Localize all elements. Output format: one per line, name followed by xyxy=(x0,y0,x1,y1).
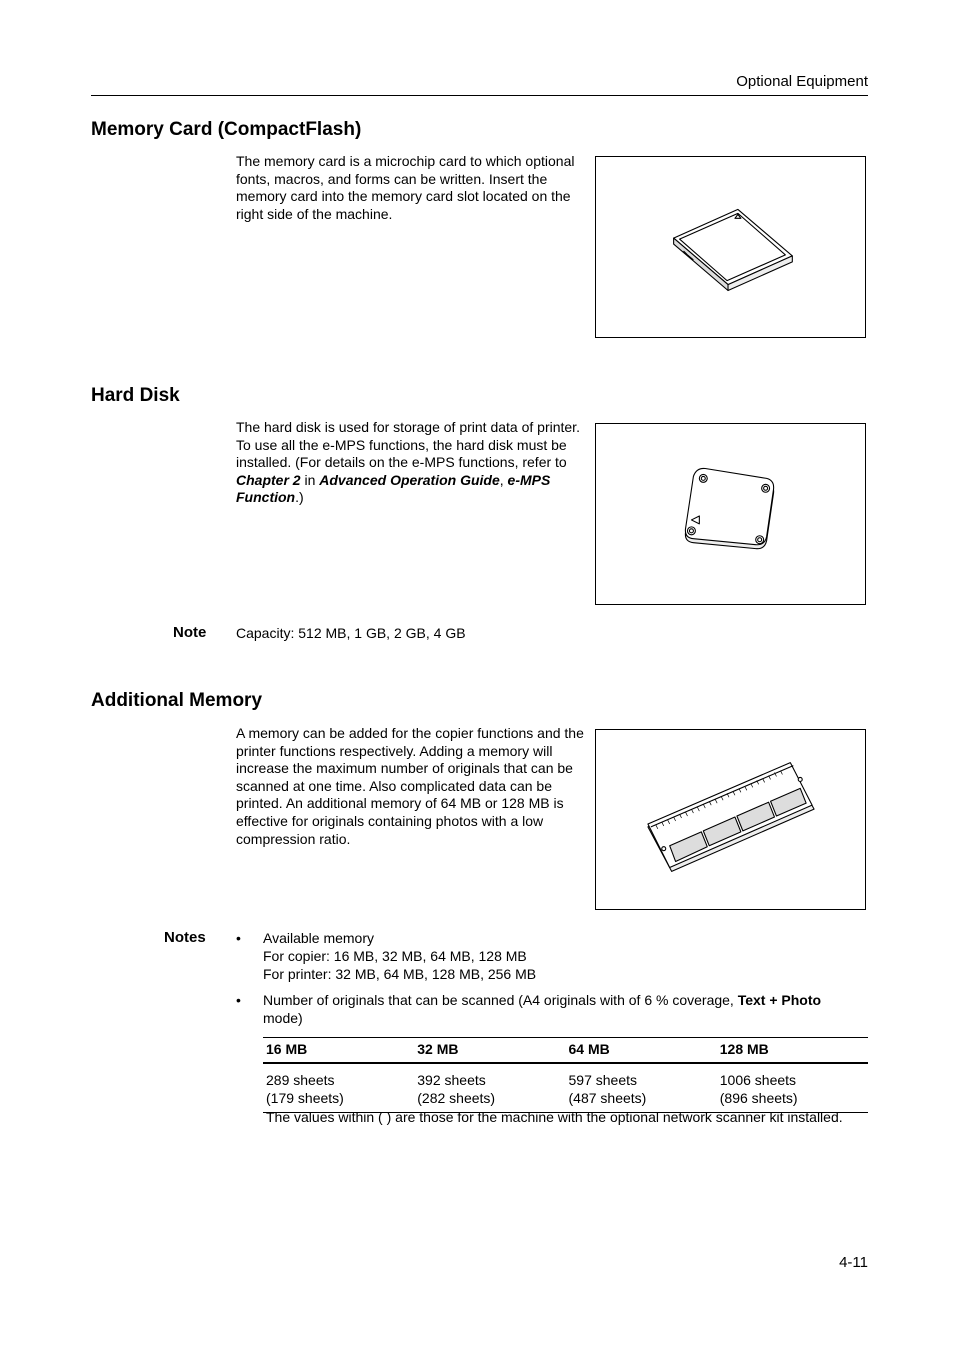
available-memory-note xyxy=(263,929,536,983)
bullet-marker-1: • xyxy=(236,930,241,946)
compactflash-card-drawing xyxy=(596,157,865,337)
hard-disk-drawing xyxy=(596,424,865,604)
hard-disk-text-2: in xyxy=(300,471,320,488)
memory-card-description: The memory card is a microchip card to which optional fonts, macros, and forms can be written. Insert the memory card into the memory card slot located on the right side of the machine. xyxy=(236,153,575,222)
function-reference: e-MPS Function xyxy=(236,471,551,506)
table-header-cell: 64 MB xyxy=(566,1038,717,1064)
hard-disk-capacity-note: Capacity: 512 MB, 1 GB, 2 GB, 4 GB xyxy=(236,625,466,641)
table-cell xyxy=(717,1063,868,1113)
scan-capacity-text-1: Number of originals that can be scanned (A4 originals with of 6 % coverage, xyxy=(263,992,738,1008)
table-header-cell: 32 MB xyxy=(414,1038,565,1064)
bullet-marker-2: • xyxy=(236,992,241,1008)
guide-reference: Advanced Operation Guide xyxy=(319,471,500,488)
sheet-count-with-scanner: (179 sheets) xyxy=(266,1090,344,1106)
hard-disk-illustration xyxy=(595,423,866,605)
sheet-count: 597 sheets xyxy=(568,1072,637,1088)
sheet-count-with-scanner: (896 sheets) xyxy=(719,1090,798,1106)
hard-disk-description xyxy=(236,419,586,507)
section-heading-memory-card: Memory Card (CompactFlash) xyxy=(91,119,362,140)
compactflash-card-illustration xyxy=(595,156,866,338)
note-label: Note xyxy=(173,624,207,641)
sheet-count: 289 sheets xyxy=(266,1072,335,1088)
table-header-row xyxy=(263,1038,868,1064)
table-header-cell: 16 MB xyxy=(263,1038,414,1064)
section-heading-hard-disk: Hard Disk xyxy=(91,385,180,406)
available-memory-title: Available memory xyxy=(263,930,375,946)
sheet-count-with-scanner: (487 sheets) xyxy=(568,1090,647,1106)
notes-label: Notes xyxy=(164,929,206,946)
scan-capacity-table xyxy=(263,1037,868,1113)
table-cell xyxy=(414,1063,565,1113)
table-header-cell: 128 MB xyxy=(717,1038,868,1064)
section-heading-additional-memory: Additional Memory xyxy=(91,690,263,711)
chapter-reference: Chapter 2 xyxy=(236,471,301,488)
table-footnote: The values within ( ) are those for the machine with the optional network scanner kit installed. xyxy=(266,1109,843,1125)
hard-disk-text-3: , xyxy=(499,471,508,488)
table-cell xyxy=(566,1063,717,1113)
table-cell xyxy=(263,1063,414,1113)
copier-memory-options: For copier: 16 MB, 32 MB, 64 MB, 128 MB xyxy=(263,948,527,964)
sheet-count: 1006 sheets xyxy=(719,1072,797,1088)
scan-capacity-text-2: mode) xyxy=(263,1010,303,1026)
sheet-count-with-scanner: (282 sheets) xyxy=(417,1090,496,1106)
hard-disk-text-1: The hard disk is used for storage of print data of printer. To use all the e-MPS functions, the hard disk must be installed. (For details on the e-MPS functions, refer to xyxy=(236,419,580,471)
text-photo-mode: Text + Photo xyxy=(737,992,822,1008)
table-row xyxy=(263,1063,868,1113)
memory-module-drawing xyxy=(596,730,865,909)
running-header: Optional Equipment xyxy=(736,73,868,90)
printer-memory-options: For printer: 32 MB, 64 MB, 128 MB, 256 MB xyxy=(263,966,537,982)
memory-module-illustration xyxy=(595,729,866,910)
header-rule xyxy=(91,95,868,96)
scan-capacity-note xyxy=(263,991,853,1027)
additional-memory-description: A memory can be added for the copier functions and the printer functions respectively. Adding a memory will increase the maximum number of originals that can be scanned at one time. Also complicated data can be printed. An additional memory of 64 MB or 128 MB is effective for originals containing photos with a low compression ratio. xyxy=(236,725,584,847)
sheet-count: 392 sheets xyxy=(417,1072,486,1088)
page-number: 4-11 xyxy=(839,1254,868,1271)
hard-disk-text-4: .) xyxy=(295,489,304,506)
